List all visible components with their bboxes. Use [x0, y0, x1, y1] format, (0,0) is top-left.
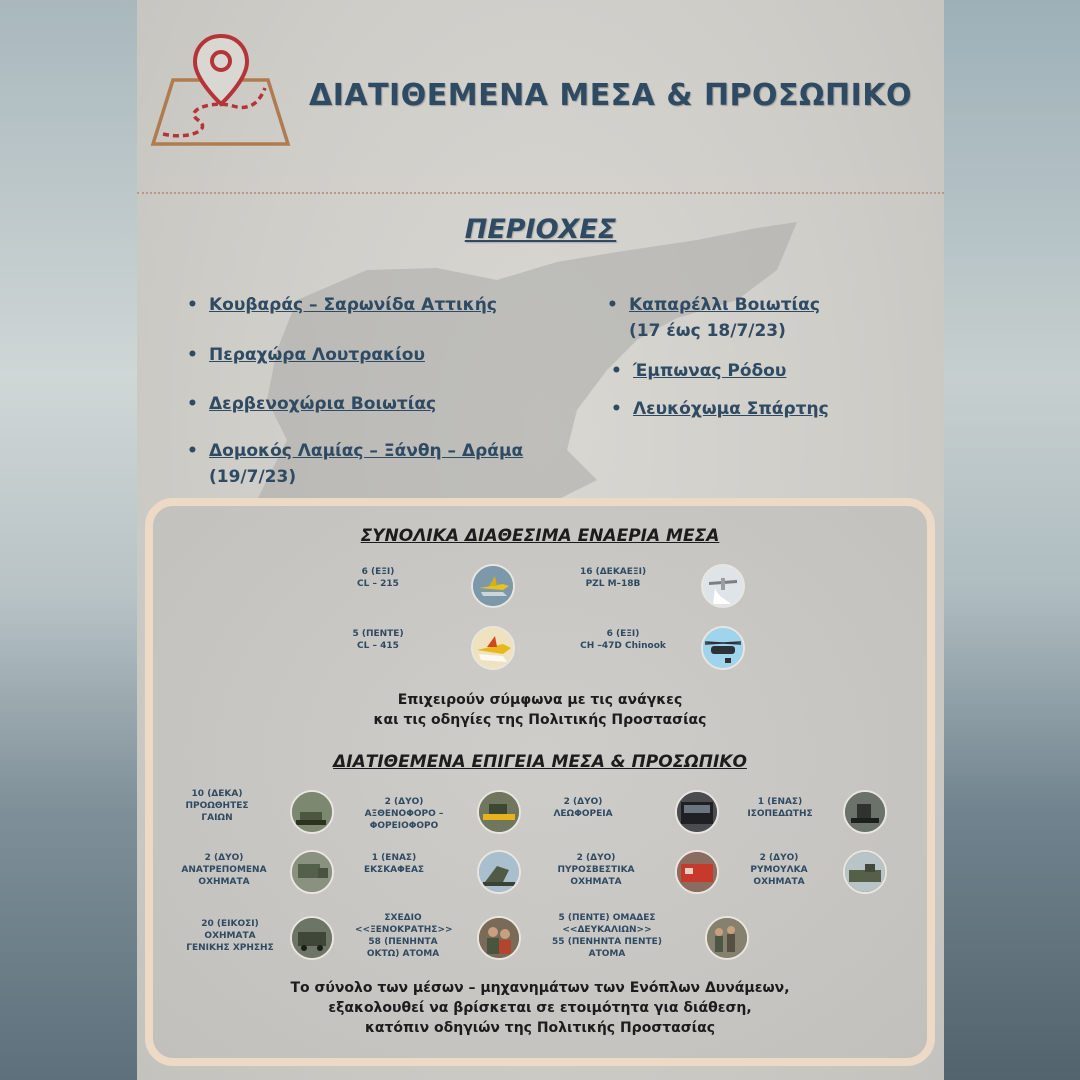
grader-icon	[843, 790, 887, 834]
water-bomber-plane-icon	[471, 564, 515, 608]
header-divider	[137, 192, 944, 194]
ground-item-label: 1 (ΕΝΑΣ) ΕΚΣΚΑΦΕΑΣ	[363, 853, 425, 875]
background-right	[944, 0, 1080, 1080]
aerial-note: Επιχειρούν σύμφωνα με τις ανάγκες και τις οδηγίες της Πολιτικής Προστασίας	[373, 692, 707, 728]
region-item: • Κουβαράς – Σαρωνίδα Αττικής	[209, 292, 497, 318]
aerial-item-label: 16 (ΔΕΚΑΕΞΙ) PZL M–18B	[579, 567, 647, 589]
ground-item-label: 10 (ΔΕΚΑ) ΠΡΟΩΘΗΤΕΣ ΓΑΙΩΝ	[185, 789, 249, 823]
water-bomber-plane-icon	[471, 626, 515, 670]
dump-truck-icon	[290, 850, 334, 894]
ground-item-label: ΣΧΕΔΙΟ <<ΞΕΝΟΚΡΑΤΗΣ>> 58 (ΠΕΝΗΝΤΑ ΟΚΤΩ) ΑΤΟΜΑ	[355, 913, 453, 959]
ground-item-label: 2 (ΔΥΟ) ΠΥΡΟΣΒΕΣΤΙΚΑ ΟΧΗΜΑΤΑ	[557, 853, 635, 887]
ground-item-label: 2 (ΔΥΟ) ΑΞΘΕΝΟΦΟΡΟ – ΦΟΡΕΙΟΦΟΡΟ	[364, 797, 444, 831]
tow-truck-icon	[843, 850, 887, 894]
region-item: • Δομοκός Λαμίας – Ξάνθη – Δράμα (19/7/23)	[209, 438, 523, 490]
ground-item-label: 20 (ΕΙΚΟΣΙ) ΟΧΗΜΑΤΑ ΓΕΝΙΚΗΣ ΧΡΗΣΗΣ	[186, 919, 274, 953]
map-pin-icon	[143, 28, 293, 178]
bus-icon	[675, 790, 719, 834]
ground-section-title: ΔΙΑΤΙΘΕΜΕΝΑ ΕΠΙΓΕΙΑ ΜΕΣΑ & ΠΡΟΣΩΠΙΚΟ	[333, 752, 747, 772]
aerial-item-label: 6 (ΕΞΙ) CL – 215	[357, 567, 399, 589]
page-title: ΔΙΑΤΙΘΕΜΕΝΑ ΜΕΣΑ & ΠΡΟΣΩΠΙΚΟ	[309, 78, 913, 113]
aerial-section-title: ΣΥΝΟΛΙΚΑ ΔΙΑΘΕΣΙΜΑ ΕΝΑΕΡΙΑ ΜΕΣΑ	[360, 526, 720, 546]
ground-item-label: 5 (ΠΕΝΤΕ) ΟΜΑΔΕΣ <<ΔΕΥΚΑΛΙΩΝ>> 55 (ΠΕΝΗΝΤΑ ΠΕΝΤΕ) ΑΤΟΜΑ	[552, 913, 662, 959]
excavator-icon	[477, 850, 521, 894]
poster	[137, 0, 944, 1080]
ground-note: Το σύνολο των μέσων – μηχανημάτων των Ενόπλων Δυνάμεων, εξακολουθεί να βρίσκεται σε ετοιμότητα για διάθεση, κατόπιν οδηγιών της Πολιτικής Προστασίας	[290, 980, 790, 1036]
military-vehicle-icon	[290, 916, 334, 960]
fire-truck-icon	[675, 850, 719, 894]
ground-item-label: 1 (ΕΝΑΣ) ΙΣΟΠΕΔΩΤΗΣ	[747, 797, 813, 819]
resources-panel	[145, 498, 935, 1066]
background-left	[0, 0, 138, 1080]
region-item: • Περαχώρα Λουτρακίου	[209, 342, 425, 368]
ground-item-label: 2 (ΔΥΟ) ΡΥΜΟΥΛΚΑ ΟΧΗΜΑΤΑ	[750, 853, 808, 887]
transporter-truck-icon	[477, 790, 521, 834]
header	[137, 0, 944, 192]
team-icon	[705, 916, 749, 960]
region-date: (17 έως 18/7/23)	[629, 321, 786, 341]
aerial-item-label: 6 (ΕΞΙ) CH –47D Chinook	[580, 629, 666, 651]
region-item: • Καπαρέλλι Βοιωτίας (17 έως 18/7/23)	[629, 292, 820, 344]
ground-item-label: 2 (ΔΥΟ) ΑΝΑΤΡΕΠΟΜΕΝΑ ΟΧΗΜΑΤΑ	[181, 853, 267, 887]
bulldozer-icon	[290, 790, 334, 834]
aerial-item-label: 5 (ΠΕΝΤΕ) CL – 415	[352, 629, 404, 651]
region-item: • Δερβενοχώρια Βοιωτίας	[209, 391, 436, 417]
helicopter-icon	[701, 626, 745, 670]
regions-heading: ΠΕΡΙΟΧΕΣ	[464, 214, 617, 245]
region-item: • Έμπωνας Ρόδου	[633, 358, 786, 384]
region-date: (19/7/23)	[209, 467, 297, 487]
firefighting-plane-icon	[701, 564, 745, 608]
region-item: • Λευκόχωμα Σπάρτης	[633, 396, 829, 422]
personnel-icon	[477, 916, 521, 960]
ground-item-label: 2 (ΔΥΟ) ΛΕΩΦΟΡΕΙΑ	[553, 797, 613, 819]
